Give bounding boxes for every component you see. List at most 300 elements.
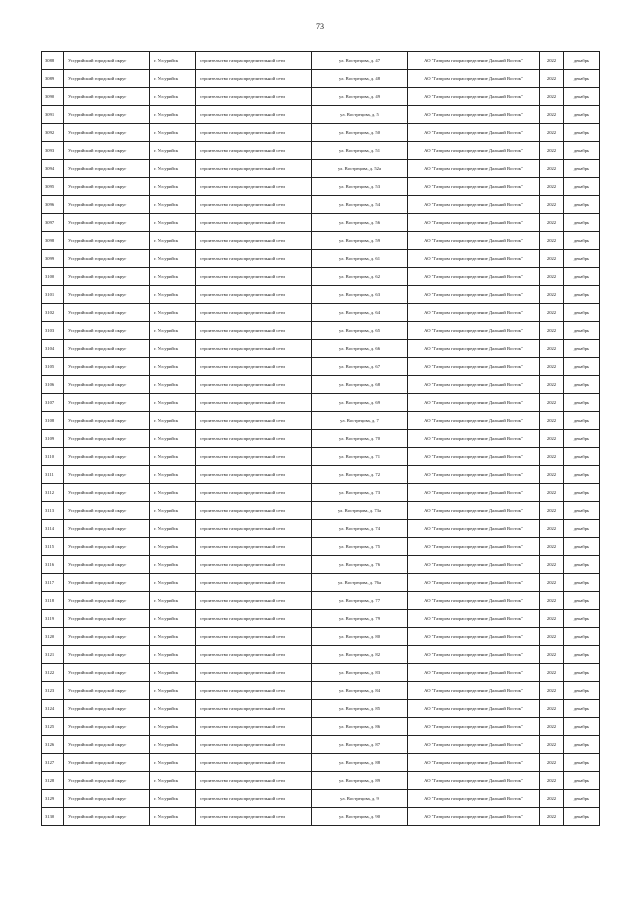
- municipality-cell: Уссурийский городской округ: [64, 358, 150, 376]
- table-row: [42, 106, 600, 124]
- year-cell: 2022: [540, 646, 564, 664]
- address-cell: ул. Вострецова, д. 5: [312, 106, 408, 124]
- town-cell: г. Уссурийск: [150, 754, 196, 772]
- year-cell: 2022: [540, 214, 564, 232]
- table-row: [42, 736, 600, 754]
- town-cell: г. Уссурийск: [150, 106, 196, 124]
- organization-cell: АО "Газпром газораспределение Дальний Восток": [408, 772, 540, 790]
- address-cell: ул. Вострецова, д. 47: [312, 52, 408, 70]
- town-cell: г. Уссурийск: [150, 538, 196, 556]
- town-cell: г. Уссурийск: [150, 322, 196, 340]
- table-row: [42, 808, 600, 826]
- month-cell: декабрь: [564, 214, 600, 232]
- address-cell: ул. Вострецова, д. 67: [312, 358, 408, 376]
- year-cell: 2022: [540, 124, 564, 142]
- table-row: [42, 340, 600, 358]
- month-cell: декабрь: [564, 682, 600, 700]
- month-cell: декабрь: [564, 322, 600, 340]
- month-cell: декабрь: [564, 70, 600, 88]
- table-row: [42, 754, 600, 772]
- month-cell: декабрь: [564, 790, 600, 808]
- work-type-cell: строительство газораспределительной сети: [196, 700, 312, 718]
- year-cell: 2022: [540, 502, 564, 520]
- year-cell: 2022: [540, 196, 564, 214]
- municipality-cell: Уссурийский городской округ: [64, 754, 150, 772]
- month-cell: декабрь: [564, 394, 600, 412]
- town-cell: г. Уссурийск: [150, 520, 196, 538]
- municipality-cell: Уссурийский городской округ: [64, 574, 150, 592]
- municipality-cell: Уссурийский городской округ: [64, 286, 150, 304]
- month-cell: декабрь: [564, 718, 600, 736]
- organization-cell: АО "Газпром газораспределение Дальний Восток": [408, 808, 540, 826]
- address-cell: ул. Вострецова, д. 89: [312, 772, 408, 790]
- organization-cell: АО "Газпром газораспределение Дальний Восток": [408, 646, 540, 664]
- organization-cell: АО "Газпром газораспределение Дальний Восток": [408, 196, 540, 214]
- year-cell: 2022: [540, 88, 564, 106]
- work-type-cell: строительство газораспределительной сети: [196, 268, 312, 286]
- municipality-cell: Уссурийский городской округ: [64, 556, 150, 574]
- table-row: [42, 124, 600, 142]
- row-number: 3095: [42, 178, 64, 196]
- municipality-cell: Уссурийский городской округ: [64, 682, 150, 700]
- month-cell: декабрь: [564, 160, 600, 178]
- address-cell: ул. Вострецова, д. 84: [312, 682, 408, 700]
- table-row: [42, 790, 600, 808]
- municipality-cell: Уссурийский городской округ: [64, 538, 150, 556]
- work-type-cell: строительство газораспределительной сети: [196, 502, 312, 520]
- work-type-cell: строительство газораспределительной сети: [196, 52, 312, 70]
- month-cell: декабрь: [564, 502, 600, 520]
- month-cell: декабрь: [564, 232, 600, 250]
- address-cell: ул. Вострецова, д. 48: [312, 70, 408, 88]
- town-cell: г. Уссурийск: [150, 736, 196, 754]
- year-cell: 2022: [540, 322, 564, 340]
- work-type-cell: строительство газораспределительной сети: [196, 142, 312, 160]
- address-cell: ул. Вострецова, д. 56: [312, 214, 408, 232]
- address-cell: ул. Вострецова, д. 59: [312, 232, 408, 250]
- organization-cell: АО "Газпром газораспределение Дальний Восток": [408, 142, 540, 160]
- year-cell: 2022: [540, 754, 564, 772]
- month-cell: декабрь: [564, 610, 600, 628]
- work-type-cell: строительство газораспределительной сети: [196, 286, 312, 304]
- town-cell: г. Уссурийск: [150, 214, 196, 232]
- month-cell: декабрь: [564, 430, 600, 448]
- town-cell: г. Уссурийск: [150, 88, 196, 106]
- table-row: [42, 592, 600, 610]
- organization-cell: АО "Газпром газораспределение Дальний Восток": [408, 484, 540, 502]
- row-number: 3130: [42, 808, 64, 826]
- work-type-cell: строительство газораспределительной сети: [196, 574, 312, 592]
- table-row: [42, 196, 600, 214]
- municipality-cell: Уссурийский городской округ: [64, 214, 150, 232]
- address-cell: ул. Вострецова, д. 86: [312, 718, 408, 736]
- year-cell: 2022: [540, 772, 564, 790]
- work-type-cell: строительство газораспределительной сети: [196, 322, 312, 340]
- town-cell: г. Уссурийск: [150, 628, 196, 646]
- town-cell: г. Уссурийск: [150, 700, 196, 718]
- month-cell: декабрь: [564, 448, 600, 466]
- month-cell: декабрь: [564, 52, 600, 70]
- table-row: [42, 412, 600, 430]
- address-cell: ул. Вострецова, д. 66: [312, 340, 408, 358]
- organization-cell: АО "Газпром газораспределение Дальний Восток": [408, 358, 540, 376]
- municipality-cell: Уссурийский городской округ: [64, 736, 150, 754]
- address-cell: ул. Вострецова, д. 76а: [312, 574, 408, 592]
- row-number: 3093: [42, 142, 64, 160]
- town-cell: г. Уссурийск: [150, 286, 196, 304]
- row-number: 3110: [42, 448, 64, 466]
- row-number: 3115: [42, 538, 64, 556]
- organization-cell: АО "Газпром газораспределение Дальний Восток": [408, 286, 540, 304]
- row-number: 3114: [42, 520, 64, 538]
- year-cell: 2022: [540, 466, 564, 484]
- work-type-cell: строительство газораспределительной сети: [196, 628, 312, 646]
- municipality-cell: Уссурийский городской округ: [64, 232, 150, 250]
- year-cell: 2022: [540, 358, 564, 376]
- work-type-cell: строительство газораспределительной сети: [196, 124, 312, 142]
- year-cell: 2022: [540, 304, 564, 322]
- year-cell: 2022: [540, 556, 564, 574]
- town-cell: г. Уссурийск: [150, 124, 196, 142]
- town-cell: г. Уссурийск: [150, 574, 196, 592]
- month-cell: декабрь: [564, 520, 600, 538]
- row-number: 3127: [42, 754, 64, 772]
- town-cell: г. Уссурийск: [150, 718, 196, 736]
- table-row: [42, 52, 600, 70]
- table-row: [42, 466, 600, 484]
- municipality-cell: Уссурийский городской округ: [64, 700, 150, 718]
- address-cell: ул. Вострецова, д. 63: [312, 286, 408, 304]
- table-row: [42, 772, 600, 790]
- year-cell: 2022: [540, 610, 564, 628]
- row-number: 3126: [42, 736, 64, 754]
- month-cell: декабрь: [564, 772, 600, 790]
- month-cell: декабрь: [564, 736, 600, 754]
- table-row: [42, 664, 600, 682]
- municipality-cell: Уссурийский городской округ: [64, 52, 150, 70]
- table-row: [42, 376, 600, 394]
- address-cell: ул. Вострецова, д. 83: [312, 664, 408, 682]
- town-cell: г. Уссурийск: [150, 502, 196, 520]
- year-cell: 2022: [540, 268, 564, 286]
- work-type-cell: строительство газораспределительной сети: [196, 340, 312, 358]
- town-cell: г. Уссурийск: [150, 556, 196, 574]
- row-number: 3090: [42, 88, 64, 106]
- row-number: 3105: [42, 358, 64, 376]
- month-cell: декабрь: [564, 574, 600, 592]
- year-cell: 2022: [540, 682, 564, 700]
- row-number: 3117: [42, 574, 64, 592]
- town-cell: г. Уссурийск: [150, 466, 196, 484]
- municipality-cell: Уссурийский городской округ: [64, 88, 150, 106]
- address-cell: ул. Вострецова, д. 61: [312, 250, 408, 268]
- month-cell: декабрь: [564, 700, 600, 718]
- month-cell: декабрь: [564, 340, 600, 358]
- organization-cell: АО "Газпром газораспределение Дальний Восток": [408, 736, 540, 754]
- municipality-cell: Уссурийский городской округ: [64, 124, 150, 142]
- work-type-cell: строительство газораспределительной сети: [196, 88, 312, 106]
- month-cell: декабрь: [564, 412, 600, 430]
- work-type-cell: строительство газораспределительной сети: [196, 592, 312, 610]
- year-cell: 2022: [540, 340, 564, 358]
- month-cell: декабрь: [564, 646, 600, 664]
- work-type-cell: строительство газораспределительной сети: [196, 808, 312, 826]
- table-row: [42, 88, 600, 106]
- month-cell: декабрь: [564, 286, 600, 304]
- address-cell: ул. Вострецова, д. 9: [312, 790, 408, 808]
- row-number: 3088: [42, 52, 64, 70]
- year-cell: 2022: [540, 142, 564, 160]
- work-type-cell: строительство газораспределительной сети: [196, 196, 312, 214]
- organization-cell: АО "Газпром газораспределение Дальний Восток": [408, 376, 540, 394]
- town-cell: г. Уссурийск: [150, 232, 196, 250]
- organization-cell: АО "Газпром газораспределение Дальний Восток": [408, 538, 540, 556]
- work-type-cell: строительство газораспределительной сети: [196, 772, 312, 790]
- work-type-cell: строительство газораспределительной сети: [196, 718, 312, 736]
- table-row: [42, 250, 600, 268]
- work-type-cell: строительство газораспределительной сети: [196, 250, 312, 268]
- year-cell: 2022: [540, 592, 564, 610]
- work-type-cell: строительство газораспределительной сети: [196, 448, 312, 466]
- address-cell: ул. Вострецова, д. 7: [312, 412, 408, 430]
- work-type-cell: строительство газораспределительной сети: [196, 178, 312, 196]
- month-cell: декабрь: [564, 268, 600, 286]
- address-cell: ул. Вострецова, д. 54: [312, 196, 408, 214]
- row-number: 3098: [42, 232, 64, 250]
- work-type-cell: строительство газораспределительной сети: [196, 754, 312, 772]
- municipality-cell: Уссурийский городской округ: [64, 106, 150, 124]
- work-type-cell: строительство газораспределительной сети: [196, 304, 312, 322]
- table-row: [42, 574, 600, 592]
- table-row: [42, 484, 600, 502]
- municipality-cell: Уссурийский городской округ: [64, 196, 150, 214]
- table-row: [42, 178, 600, 196]
- town-cell: г. Уссурийск: [150, 484, 196, 502]
- year-cell: 2022: [540, 232, 564, 250]
- row-number: 3102: [42, 304, 64, 322]
- municipality-cell: Уссурийский городской округ: [64, 664, 150, 682]
- work-type-cell: строительство газораспределительной сети: [196, 412, 312, 430]
- organization-cell: АО "Газпром газораспределение Дальний Восток": [408, 340, 540, 358]
- address-cell: ул. Вострецова, д. 70: [312, 430, 408, 448]
- row-number: 3128: [42, 772, 64, 790]
- work-type-cell: строительство газораспределительной сети: [196, 646, 312, 664]
- municipality-cell: Уссурийский городской округ: [64, 322, 150, 340]
- address-cell: ул. Вострецова, д. 90: [312, 808, 408, 826]
- work-type-cell: строительство газораспределительной сети: [196, 664, 312, 682]
- work-type-cell: строительство газораспределительной сети: [196, 736, 312, 754]
- year-cell: 2022: [540, 52, 564, 70]
- year-cell: 2022: [540, 70, 564, 88]
- municipality-cell: Уссурийский городской округ: [64, 340, 150, 358]
- month-cell: декабрь: [564, 88, 600, 106]
- table-row: [42, 142, 600, 160]
- table-row: [42, 502, 600, 520]
- year-cell: 2022: [540, 394, 564, 412]
- organization-cell: АО "Газпром газораспределение Дальний Восток": [408, 790, 540, 808]
- year-cell: 2022: [540, 538, 564, 556]
- year-cell: 2022: [540, 448, 564, 466]
- organization-cell: АО "Газпром газораспределение Дальний Восток": [408, 664, 540, 682]
- month-cell: декабрь: [564, 196, 600, 214]
- municipality-cell: Уссурийский городской округ: [64, 502, 150, 520]
- row-number: 3096: [42, 196, 64, 214]
- row-number: 3112: [42, 484, 64, 502]
- year-cell: 2022: [540, 628, 564, 646]
- address-cell: ул. Вострецова, д. 79: [312, 610, 408, 628]
- address-cell: ул. Вострецова, д. 62: [312, 268, 408, 286]
- row-number: 3109: [42, 430, 64, 448]
- table-row: [42, 628, 600, 646]
- organization-cell: АО "Газпром газораспределение Дальний Восток": [408, 124, 540, 142]
- table-row: [42, 718, 600, 736]
- address-cell: ул. Вострецова, д. 80: [312, 628, 408, 646]
- organization-cell: АО "Газпром газораспределение Дальний Восток": [408, 304, 540, 322]
- month-cell: декабрь: [564, 358, 600, 376]
- organization-cell: АО "Газпром газораспределение Дальний Восток": [408, 268, 540, 286]
- organization-cell: АО "Газпром газораспределение Дальний Восток": [408, 448, 540, 466]
- address-cell: ул. Вострецова, д. 71: [312, 448, 408, 466]
- row-number: 3099: [42, 250, 64, 268]
- year-cell: 2022: [540, 376, 564, 394]
- work-type-cell: строительство газораспределительной сети: [196, 394, 312, 412]
- address-cell: ул. Вострецова, д. 50: [312, 124, 408, 142]
- municipality-cell: Уссурийский городской округ: [64, 142, 150, 160]
- municipality-cell: Уссурийский городской округ: [64, 772, 150, 790]
- year-cell: 2022: [540, 736, 564, 754]
- address-cell: ул. Вострецова, д. 53: [312, 178, 408, 196]
- row-number: 3116: [42, 556, 64, 574]
- year-cell: 2022: [540, 808, 564, 826]
- organization-cell: АО "Газпром газораспределение Дальний Восток": [408, 322, 540, 340]
- municipality-cell: Уссурийский городской округ: [64, 484, 150, 502]
- row-number: 3092: [42, 124, 64, 142]
- work-type-cell: строительство газораспределительной сети: [196, 70, 312, 88]
- table-row: [42, 610, 600, 628]
- register-body: [42, 52, 600, 826]
- town-cell: г. Уссурийск: [150, 808, 196, 826]
- table-row: [42, 358, 600, 376]
- town-cell: г. Уссурийск: [150, 142, 196, 160]
- town-cell: г. Уссурийск: [150, 160, 196, 178]
- month-cell: декабрь: [564, 250, 600, 268]
- organization-cell: АО "Газпром газораспределение Дальний Восток": [408, 610, 540, 628]
- table-row: [42, 70, 600, 88]
- town-cell: г. Уссурийск: [150, 394, 196, 412]
- table-row: [42, 322, 600, 340]
- municipality-cell: Уссурийский городской округ: [64, 70, 150, 88]
- town-cell: г. Уссурийск: [150, 70, 196, 88]
- organization-cell: АО "Газпром газораспределение Дальний Восток": [408, 250, 540, 268]
- year-cell: 2022: [540, 790, 564, 808]
- town-cell: г. Уссурийск: [150, 646, 196, 664]
- address-cell: ул. Вострецова, д. 64: [312, 304, 408, 322]
- address-cell: ул. Вострецова, д. 65: [312, 322, 408, 340]
- table-row: [42, 538, 600, 556]
- address-cell: ул. Вострецова, д. 73а: [312, 502, 408, 520]
- municipality-cell: Уссурийский городской округ: [64, 178, 150, 196]
- row-number: 3118: [42, 592, 64, 610]
- table-row: [42, 394, 600, 412]
- row-number: 3119: [42, 610, 64, 628]
- address-cell: ул. Вострецова, д. 73: [312, 484, 408, 502]
- row-number: 3097: [42, 214, 64, 232]
- municipality-cell: Уссурийский городской округ: [64, 718, 150, 736]
- month-cell: декабрь: [564, 466, 600, 484]
- row-number: 3121: [42, 646, 64, 664]
- work-type-cell: строительство газораспределительной сети: [196, 484, 312, 502]
- address-cell: ул. Вострецова, д. 68: [312, 376, 408, 394]
- table-row: [42, 286, 600, 304]
- month-cell: декабрь: [564, 754, 600, 772]
- organization-cell: АО "Газпром газораспределение Дальний Восток": [408, 520, 540, 538]
- address-cell: ул. Вострецова, д. 76: [312, 556, 408, 574]
- row-number: 3104: [42, 340, 64, 358]
- row-number: 3108: [42, 412, 64, 430]
- organization-cell: АО "Газпром газораспределение Дальний Восток": [408, 466, 540, 484]
- town-cell: г. Уссурийск: [150, 682, 196, 700]
- work-type-cell: строительство газораспределительной сети: [196, 106, 312, 124]
- municipality-cell: Уссурийский городской округ: [64, 376, 150, 394]
- organization-cell: АО "Газпром газораспределение Дальний Восток": [408, 106, 540, 124]
- table-row: [42, 700, 600, 718]
- address-cell: ул. Вострецова, д. 77: [312, 592, 408, 610]
- month-cell: декабрь: [564, 304, 600, 322]
- organization-cell: АО "Газпром газораспределение Дальний Восток": [408, 628, 540, 646]
- year-cell: 2022: [540, 430, 564, 448]
- work-type-cell: строительство газораспределительной сети: [196, 466, 312, 484]
- town-cell: г. Уссурийск: [150, 430, 196, 448]
- row-number: 3101: [42, 286, 64, 304]
- municipality-cell: Уссурийский городской округ: [64, 646, 150, 664]
- organization-cell: АО "Газпром газораспределение Дальний Восток": [408, 592, 540, 610]
- month-cell: декабрь: [564, 628, 600, 646]
- organization-cell: АО "Газпром газораспределение Дальний Восток": [408, 394, 540, 412]
- month-cell: декабрь: [564, 124, 600, 142]
- town-cell: г. Уссурийск: [150, 592, 196, 610]
- month-cell: декабрь: [564, 376, 600, 394]
- address-cell: ул. Вострецова, д. 49: [312, 88, 408, 106]
- page-number: 73: [316, 22, 324, 31]
- organization-cell: АО "Газпром газораспределение Дальний Восток": [408, 754, 540, 772]
- town-cell: г. Уссурийск: [150, 196, 196, 214]
- table-row: [42, 304, 600, 322]
- organization-cell: АО "Газпром газораспределение Дальний Восток": [408, 88, 540, 106]
- month-cell: декабрь: [564, 664, 600, 682]
- municipality-cell: Уссурийский городской округ: [64, 520, 150, 538]
- table-row: [42, 646, 600, 664]
- work-type-cell: строительство газораспределительной сети: [196, 790, 312, 808]
- table-row: [42, 682, 600, 700]
- municipality-cell: Уссурийский городской округ: [64, 394, 150, 412]
- year-cell: 2022: [540, 574, 564, 592]
- year-cell: 2022: [540, 718, 564, 736]
- row-number: 3107: [42, 394, 64, 412]
- month-cell: декабрь: [564, 106, 600, 124]
- town-cell: г. Уссурийск: [150, 610, 196, 628]
- municipality-cell: Уссурийский городской округ: [64, 592, 150, 610]
- municipality-cell: Уссурийский городской округ: [64, 250, 150, 268]
- year-cell: 2022: [540, 520, 564, 538]
- town-cell: г. Уссурийск: [150, 772, 196, 790]
- town-cell: г. Уссурийск: [150, 250, 196, 268]
- address-cell: ул. Вострецова, д. 82: [312, 646, 408, 664]
- town-cell: г. Уссурийск: [150, 376, 196, 394]
- address-cell: ул. Вострецова, д. 52а: [312, 160, 408, 178]
- row-number: 3103: [42, 322, 64, 340]
- organization-cell: АО "Газпром газораспределение Дальний Восток": [408, 430, 540, 448]
- month-cell: декабрь: [564, 592, 600, 610]
